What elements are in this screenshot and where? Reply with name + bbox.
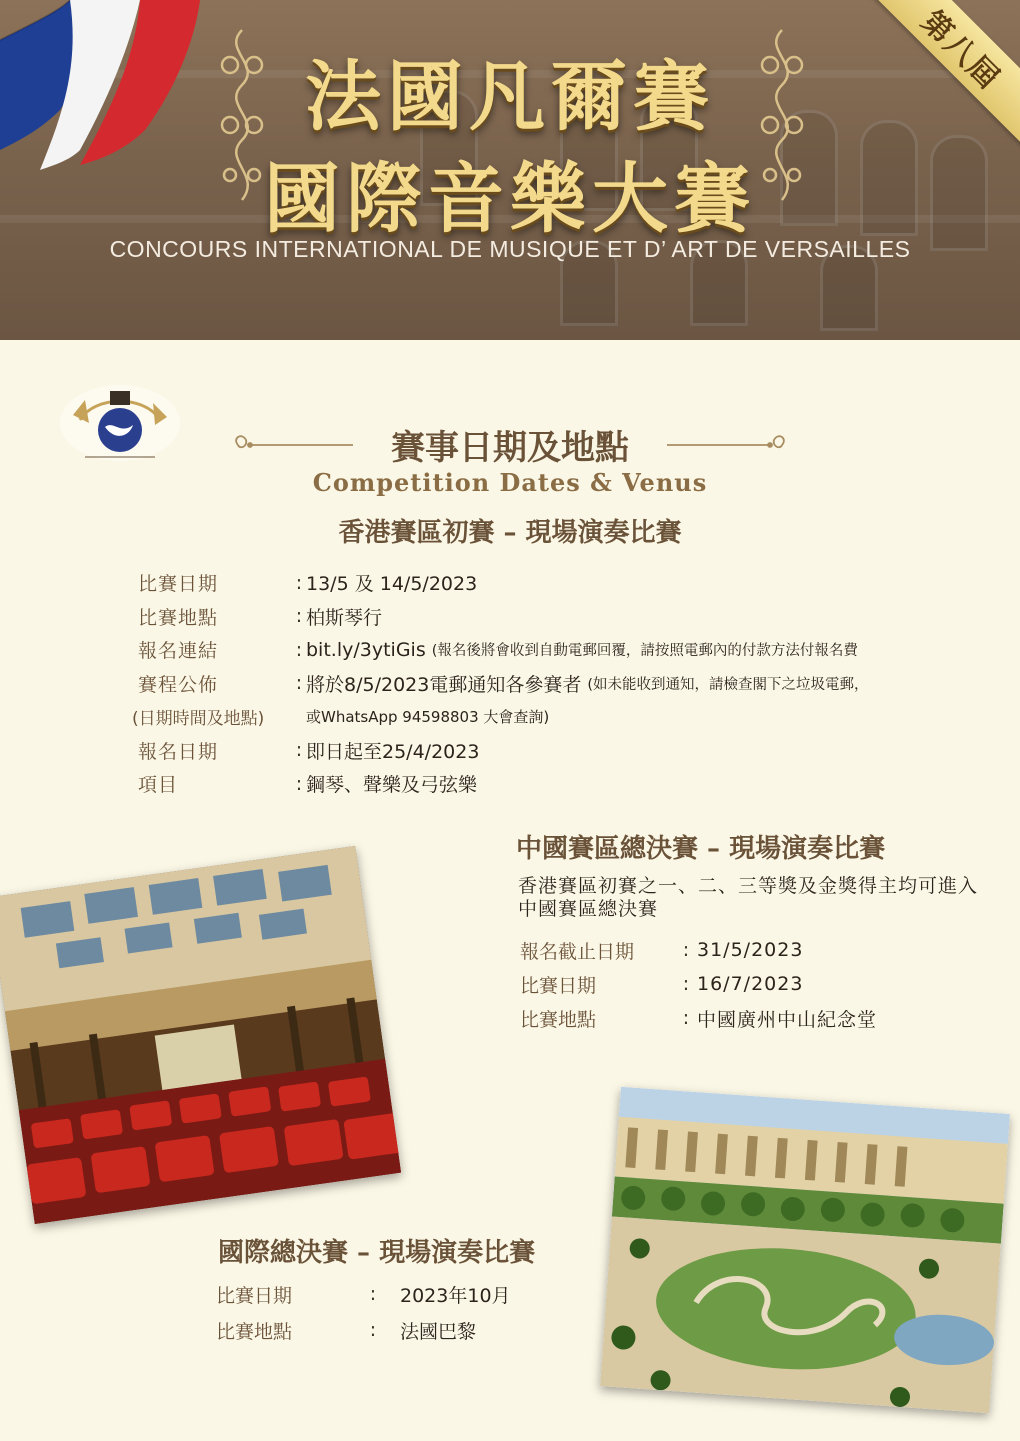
hk-row-schedule-cont <box>132 700 992 734</box>
concert-hall-photo <box>0 846 401 1224</box>
china-value: 中國廣州中山紀念堂 <box>697 1008 878 1031</box>
colon: : <box>295 605 303 628</box>
hk-note: (如未能收到通知，請檢查閣下之垃圾電郵， <box>587 676 869 693</box>
china-row-venue <box>520 1001 877 1035</box>
hk-label <box>132 569 292 596</box>
china-info-list <box>520 933 877 1035</box>
hk-row-date <box>132 566 992 600</box>
hk-label-text: 報名連結 <box>138 640 219 663</box>
colon: : <box>295 739 303 762</box>
china-label: 比賽日期 <box>520 974 597 997</box>
hk-value: 13/5 及 14/5/2023 <box>306 573 478 596</box>
hk-label-text: 比賽地點 <box>138 606 219 629</box>
international-label: 比賽地點 <box>216 1320 293 1343</box>
hk-row-items <box>132 767 992 801</box>
china-label: 比賽地點 <box>520 1008 597 1031</box>
hk-row-reg-date <box>132 734 992 768</box>
international-value: 2023年10月 <box>400 1284 511 1307</box>
colon: : <box>295 638 303 661</box>
international-row-date <box>216 1276 511 1312</box>
hk-label-text: (日期時間及地點) <box>132 709 265 730</box>
colon: : <box>295 672 303 695</box>
hk-heading: 香港賽區初賽 – 現場演奏比賽 <box>338 518 682 548</box>
hk-value: 即日起至25/4/2023 <box>306 740 480 763</box>
section-subtitle: Competition Dates & Venus <box>312 468 708 497</box>
hk-label-text: 比賽日期 <box>138 573 219 596</box>
colon: : <box>369 1319 377 1341</box>
china-value: 16/7/2023 <box>697 973 804 995</box>
section-title: 賽事日期及地點 <box>391 428 629 468</box>
colon: : <box>682 1007 690 1029</box>
colon: : <box>682 939 690 961</box>
header-banner <box>0 0 1020 340</box>
hk-row-link <box>132 633 992 667</box>
hk-label-text: 報名日期 <box>138 740 219 763</box>
hk-value: 柏斯琴行 <box>306 606 383 629</box>
hk-value: 將於8/5/2023電郵通知各參賽者 <box>306 673 582 696</box>
main-title-line2: 國際音樂大賽 <box>264 154 756 243</box>
french-title: CONCOURS INTERNATIONAL DE MUSIQUE ET D’ ART DE VERSAILLES <box>109 236 911 262</box>
china-heading: 中國賽區總決賽 – 現場演奏比賽 <box>516 834 886 864</box>
hk-note: 或WhatsApp 94598803 大會查詢) <box>306 708 550 727</box>
hk-label-text: 賽程公佈 <box>138 673 219 696</box>
china-row-deadline <box>520 933 877 967</box>
hk-info-list <box>132 566 992 801</box>
hk-label <box>132 603 292 630</box>
edition-badge-text: 第八屆 <box>914 4 1007 97</box>
international-heading: 國際總決賽 – 現場演奏比賽 <box>218 1238 536 1268</box>
hk-label <box>132 770 292 797</box>
hk-note: (報名後將會收到自動電郵回覆，請按照電郵內的付款方法付報名費 <box>431 643 858 660</box>
colon: : <box>369 1283 377 1305</box>
hk-label-text: 項目 <box>138 774 179 797</box>
china-value: 31/5/2023 <box>697 939 804 961</box>
international-label: 比賽日期 <box>216 1284 293 1307</box>
versailles-photo <box>600 1087 1010 1413</box>
international-row-venue <box>216 1312 511 1348</box>
main-title-line1: 法國凡爾賽 <box>305 52 715 141</box>
registration-link[interactable]: bit.ly/3ytiGis <box>306 638 426 661</box>
china-label: 報名截止日期 <box>520 940 635 963</box>
colon: : <box>682 973 690 995</box>
hk-label <box>132 670 292 697</box>
china-description: 香港賽區初賽之一、二、三等獎及金獎得主均可進入中國賽區總決賽 <box>518 875 979 920</box>
international-info-list <box>216 1276 511 1348</box>
international-value: 法國巴黎 <box>400 1320 477 1343</box>
hk-row-schedule <box>132 667 992 701</box>
colon: : <box>295 571 303 594</box>
hk-label <box>132 704 292 729</box>
hk-value: 鋼琴、聲樂及弓弦樂 <box>306 774 478 797</box>
hk-row-venue <box>132 600 992 634</box>
colon: : <box>295 772 303 795</box>
china-row-date <box>520 967 877 1001</box>
hk-label <box>132 636 292 663</box>
hk-label <box>132 737 292 764</box>
